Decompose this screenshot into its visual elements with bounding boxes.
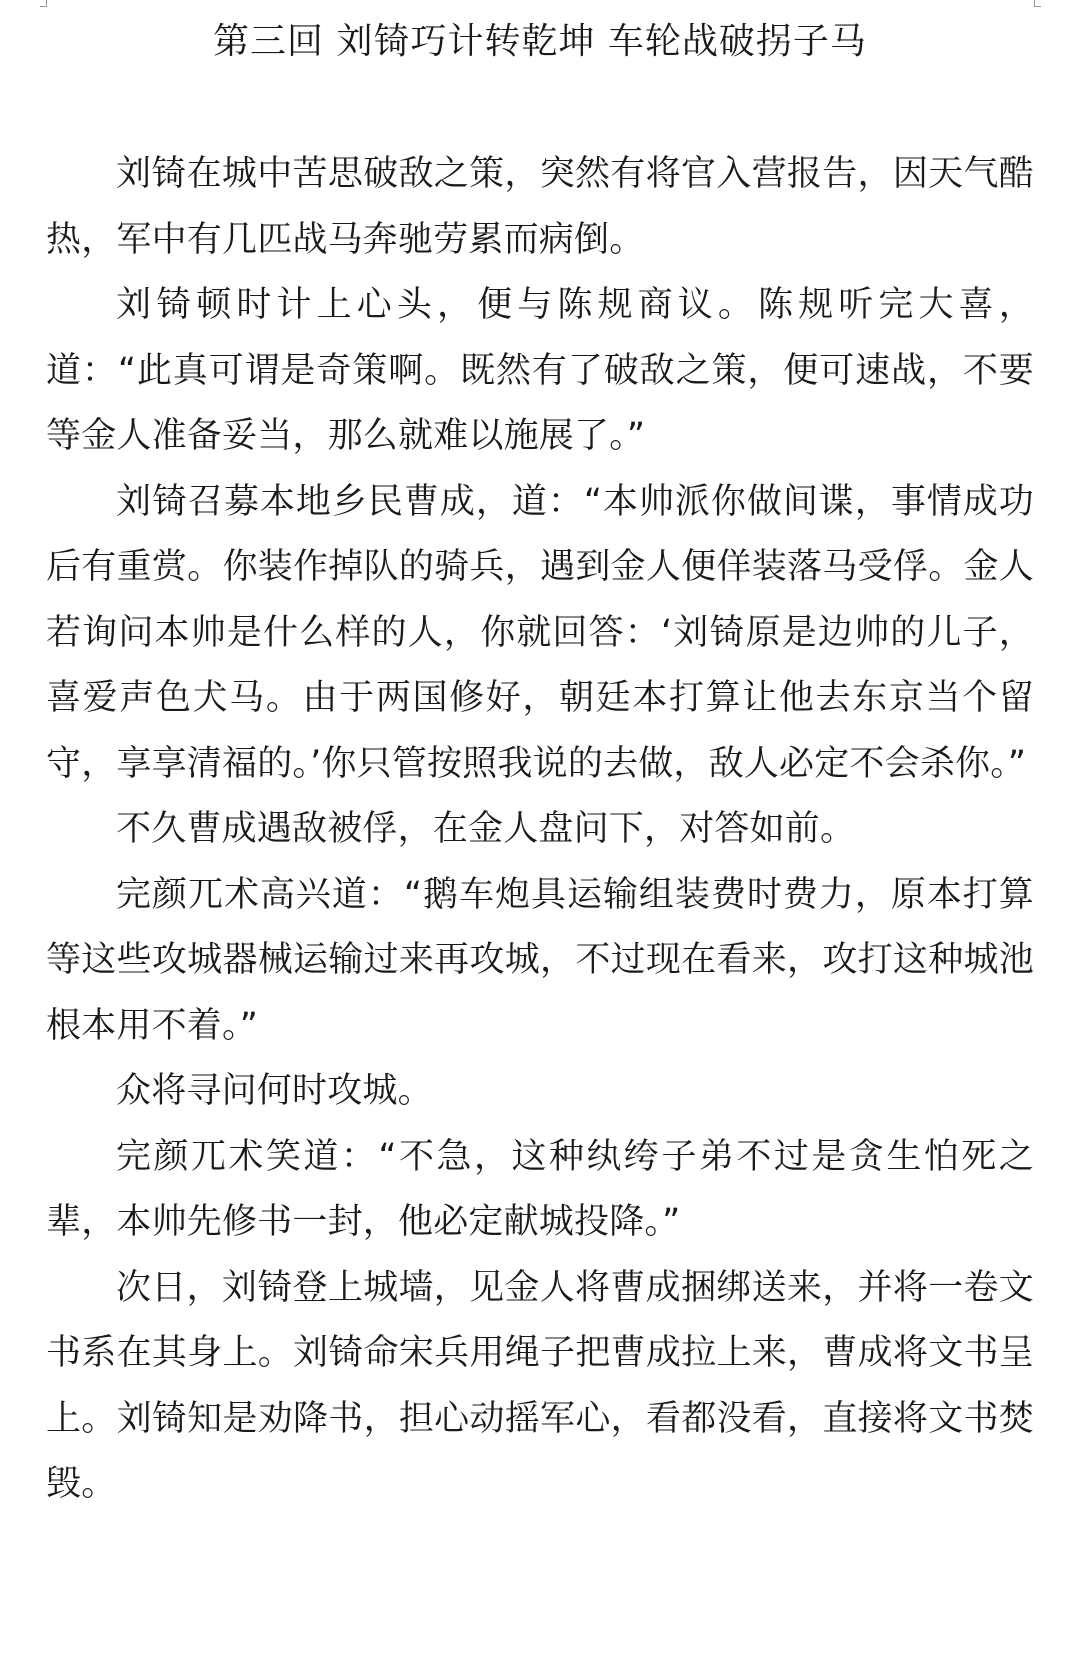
chapter-body (46, 142, 1034, 1518)
paragraph: 众将寻问何时攻城。 (116, 1071, 433, 1111)
page-corner-mark-left (40, 0, 47, 7)
paragraph: 刘锜顿时计上心头，便与陈规商议。陈规听完大喜，道：“此真可谓是奇策啊。既然有了破敌之策，便可速战，不要等金人准备妥当，那么就难以施展了。” (46, 285, 1034, 456)
paragraph: 次日，刘锜登上城墙，见金人将曹成捆绑送来，并将一卷文书系在其身上。刘锜命宋兵用绳子把曹成拉上来，曹成将文书呈上。刘锜知是劝降书，担心动摇军心，看都没看，直接将文书焚毁。 (46, 1267, 1034, 1504)
chapter-title: 第三回 刘锜巧计转乾坤 车轮战破拐子马 (213, 21, 867, 62)
paragraph: 刘锜召募本地乡民曹成，道：“本帅派你做间谍，事情成功后有重赏。你装作掉队的骑兵，遇到金人便佯装落马受俘。金人若询问本帅是什么样的人，你就回答：‘刘锜原是边帅的儿子，喜爱声色犬马。由于两国修好，朝廷本打算让他去东京当个留守，享享清福的。’你只管按照我说的去做，敌人必定不会杀你。” (46, 481, 1034, 784)
paragraph: 刘锜在城中苦思破敌之策，突然有将官入营报告，因天气酷热，军中有几匹战马奔驰劳累而病倒。 (46, 154, 1034, 260)
paragraph: 完颜兀术高兴道：“鹅车炮具运输组装费时费力，原本打算等这些攻城器械运输过来再攻城，不过现在看来，攻打这种城池根本用不着。” (46, 874, 1034, 1046)
paragraph: 不久曹成遇敌被俘，在金人盘问下，对答如前。 (116, 809, 856, 849)
paragraph: 完颜兀术笑道：“不急，这种纨绔子弟不过是贪生怕死之辈，本帅先修书一封，他必定献城投降。” (46, 1136, 1034, 1242)
page-corner-mark-right (1034, 0, 1041, 7)
